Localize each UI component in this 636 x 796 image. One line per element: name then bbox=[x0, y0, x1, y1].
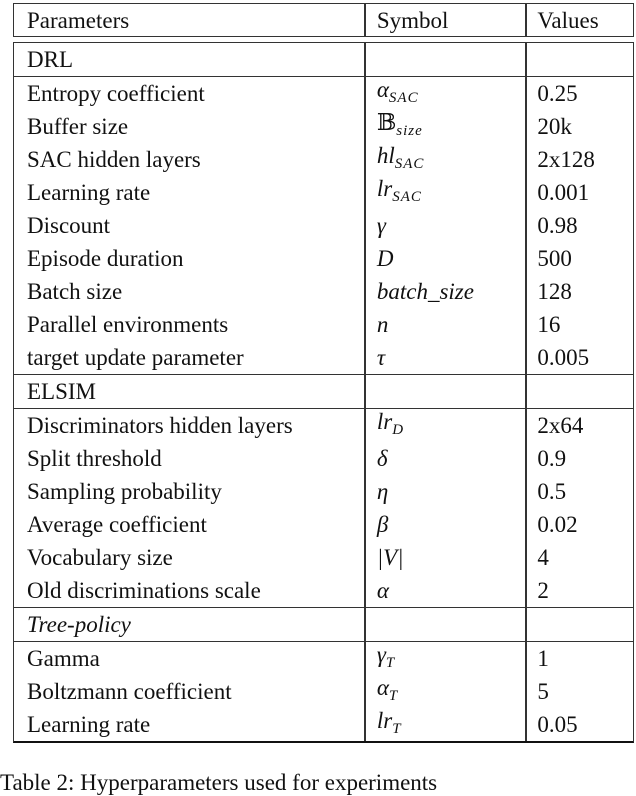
table-row bbox=[14, 675, 633, 708]
value: 4 bbox=[537, 545, 549, 570]
section-title: ELSIM bbox=[27, 379, 96, 404]
value: 0.98 bbox=[537, 213, 578, 238]
symbol: α bbox=[376, 578, 389, 603]
value: 0.05 bbox=[537, 712, 578, 737]
value: 2 bbox=[537, 578, 549, 603]
symbol: |V| bbox=[376, 545, 404, 570]
value: 0.02 bbox=[537, 512, 578, 537]
value: 2x64 bbox=[537, 413, 584, 438]
symbol: batch_size bbox=[376, 279, 474, 304]
parameter-name: Vocabulary size bbox=[27, 545, 173, 570]
symbol: $lr_T$ bbox=[376, 707, 402, 737]
value: 20k bbox=[537, 114, 572, 139]
parameter-name: Batch size bbox=[27, 279, 123, 304]
value: 128 bbox=[537, 279, 572, 304]
parameter-name: Split threshold bbox=[27, 446, 162, 471]
parameter-name: target update parameter bbox=[27, 345, 244, 370]
table-row bbox=[14, 541, 633, 574]
value: 0.001 bbox=[537, 180, 590, 205]
table-row bbox=[14, 110, 633, 143]
table-row bbox=[14, 143, 633, 176]
section-drl-header bbox=[13, 42, 634, 77]
section-tree-policy-header bbox=[13, 608, 634, 642]
table-row bbox=[14, 308, 633, 341]
header-symbol: Symbol bbox=[376, 7, 449, 33]
section-title: Tree-policy bbox=[27, 612, 131, 637]
parameter-name: Parallel environments bbox=[27, 312, 229, 337]
symbol: $lr_{SAC}$ bbox=[376, 175, 422, 205]
parameter-name: Old discriminations scale bbox=[27, 578, 261, 603]
table-row bbox=[14, 442, 633, 475]
value: 16 bbox=[537, 312, 561, 337]
parameter-name: Episode duration bbox=[27, 246, 184, 271]
parameter-name: Learning rate bbox=[27, 180, 151, 205]
table-row bbox=[14, 176, 633, 209]
symbol: $\alpha_{SAC}$ bbox=[376, 76, 419, 106]
table-row bbox=[14, 242, 633, 275]
symbol: n bbox=[376, 312, 389, 337]
value: 0.9 bbox=[537, 446, 567, 471]
section-drl-rows bbox=[13, 77, 634, 375]
symbol: D bbox=[376, 246, 394, 271]
table-row bbox=[14, 209, 633, 242]
parameter-name: SAC hidden layers bbox=[27, 147, 201, 172]
value: 5 bbox=[537, 679, 549, 704]
section-tree-policy-rows bbox=[13, 642, 634, 743]
header-row bbox=[14, 4, 633, 36]
symbol: $\gamma_T$ bbox=[376, 641, 396, 671]
section-elsim-header bbox=[13, 375, 634, 409]
parameter-name: Sampling probability bbox=[27, 479, 222, 504]
table-row bbox=[14, 642, 633, 675]
symbol: δ bbox=[376, 446, 388, 471]
parameter-name: Discount bbox=[27, 213, 111, 238]
table-row bbox=[14, 275, 633, 308]
table-row bbox=[14, 708, 633, 741]
table-row bbox=[14, 508, 633, 541]
table-row bbox=[14, 574, 633, 607]
value: 0.5 bbox=[537, 479, 567, 504]
table-row bbox=[14, 409, 633, 442]
parameter-name: Average coefficient bbox=[27, 512, 207, 537]
table-row bbox=[14, 77, 633, 110]
header-parameters: Parameters bbox=[27, 7, 130, 33]
symbol: γ bbox=[376, 213, 386, 238]
table-header bbox=[13, 3, 634, 37]
parameter-name: Buffer size bbox=[27, 114, 129, 139]
symbol: η bbox=[376, 479, 389, 504]
parameter-name: Learning rate bbox=[27, 712, 151, 737]
value: 2x128 bbox=[537, 147, 595, 172]
hyperparameter-table bbox=[13, 3, 634, 743]
table-caption: Table 2: Hyperparameters used for experiments bbox=[0, 770, 438, 795]
parameter-name: Gamma bbox=[27, 646, 100, 671]
symbol: $lr_D$ bbox=[376, 408, 405, 438]
header-values: Values bbox=[537, 7, 599, 33]
value: 0.005 bbox=[537, 345, 590, 370]
section-title: DRL bbox=[27, 47, 73, 72]
table-row bbox=[14, 341, 633, 374]
value: 1 bbox=[537, 646, 549, 671]
value: 0.25 bbox=[537, 81, 578, 106]
symbol: τ bbox=[376, 345, 386, 370]
symbol: 𝔹$_{size}$ bbox=[376, 109, 423, 139]
section-elsim-rows bbox=[13, 409, 634, 608]
value: 500 bbox=[537, 246, 572, 271]
parameter-name: Boltzmann coefficient bbox=[27, 679, 232, 704]
symbol: β bbox=[376, 512, 389, 537]
table-row bbox=[14, 475, 633, 508]
parameter-name: Entropy coefficient bbox=[27, 81, 205, 106]
symbol: $hl_{SAC}$ bbox=[376, 142, 425, 172]
symbol: $\alpha_T$ bbox=[376, 674, 399, 704]
parameter-name: Discriminators hidden layers bbox=[27, 413, 293, 438]
